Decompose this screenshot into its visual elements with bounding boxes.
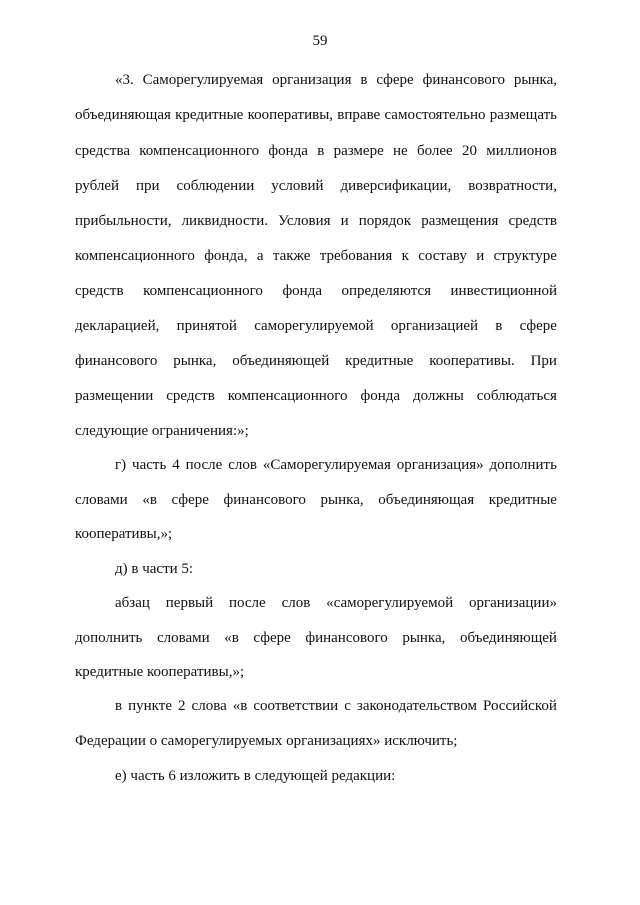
text-line: е) часть 6 изложить в следующей редакции: [115, 768, 396, 784]
text-line: средства компенсационного фонда в размере не более 20 миллионов [75, 143, 557, 159]
text-line: кооперативы,»; [75, 526, 173, 542]
text-line: рублей при соблюдении условий диверсификации, возвратности, [75, 178, 557, 194]
text-line: Федерации о саморегулируемых организациях» исключить; [75, 733, 458, 749]
page-number: 59 [312, 33, 328, 49]
text-line: кредитные кооперативы,»; [75, 664, 245, 680]
text-line: объединяющая кредитные кооперативы, вправе самостоятельно размещать [75, 107, 557, 123]
text-line: компенсационного фонда, а также требования к составу и структуре [75, 248, 557, 264]
text-line: следующие ограничения:»; [75, 423, 249, 439]
text-line: размещении средств компенсационного фонда должны соблюдаться [75, 388, 557, 404]
text-line: дополнить словами «в сфере финансового рынка, объединяющей [75, 630, 557, 646]
text-line: д) в части 5: [115, 561, 194, 577]
text-line: г) часть 4 после слов «Саморегулируемая организация» дополнить [115, 457, 557, 473]
text-line: финансового рынка, объединяющей кредитные кооперативы. При [75, 353, 557, 369]
text-line: абзац первый после слов «саморегулируемой организации» [115, 595, 557, 611]
text-line: «3. Саморегулируемая организация в сфере финансового рынка, [115, 72, 557, 88]
text-line: в пункте 2 слова «в соответствии с законодательством Российской [115, 698, 557, 714]
text-line: декларацией, принятой саморегулируемой организацией в сфере [75, 318, 557, 334]
text-line: средств компенсационного фонда определяются инвестиционной [75, 283, 557, 299]
text-line: словами «в сфере финансового рынка, объединяющая кредитные [75, 492, 557, 508]
text-line: прибыльности, ликвидности. Условия и порядок размещения средств [75, 213, 557, 229]
